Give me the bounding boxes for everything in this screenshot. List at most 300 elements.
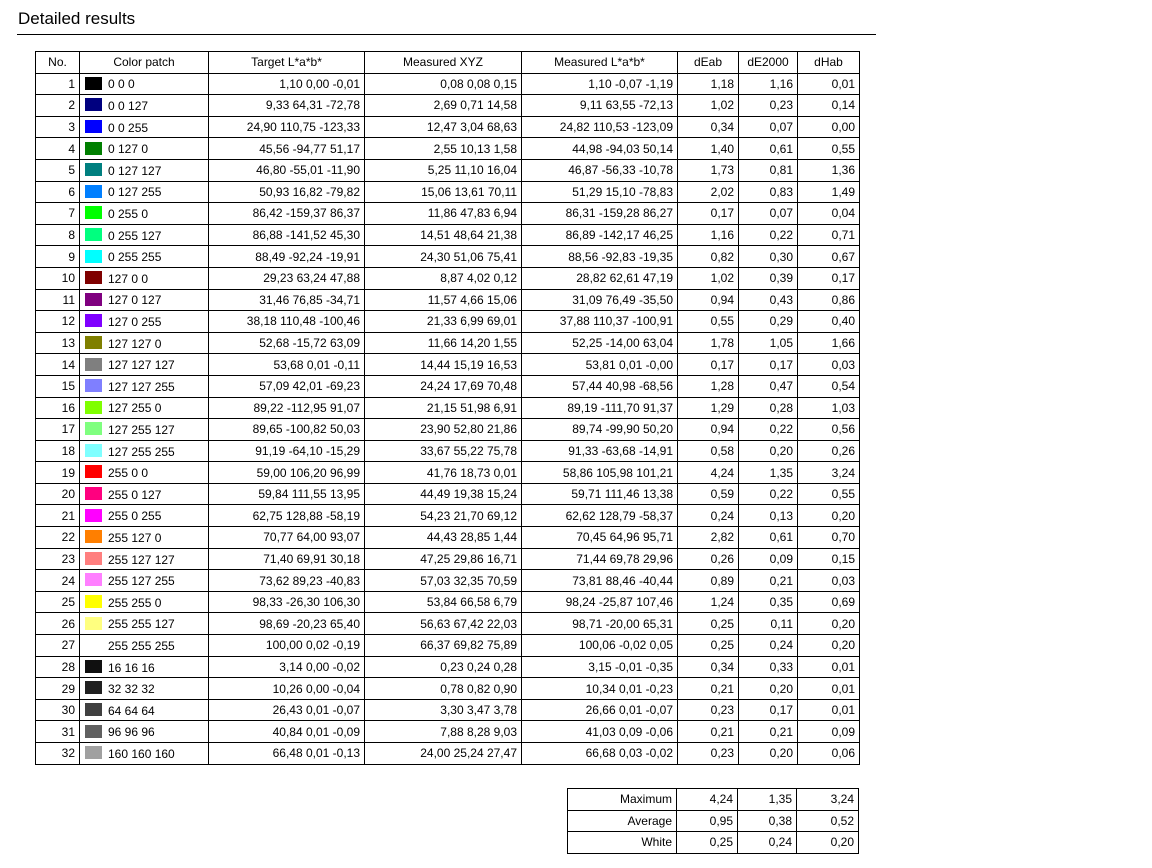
color-swatch [85,228,102,241]
measured-xyz-cell: 47,25 29,86 16,71 [365,548,522,570]
color-patch-cell [80,246,209,268]
measured-lab-cell: 88,56 -92,83 -19,35 [522,246,678,268]
color-swatch [85,422,102,435]
measured-xyz-cell: 66,37 69,82 75,89 [365,635,522,657]
dhab-cell: 0,55 [798,483,860,505]
de2000-cell: 0,43 [739,289,798,311]
color-patch-cell [80,116,209,138]
color-patch-label: 0 0 0 [108,77,135,92]
target-lab-cell: 86,42 -159,37 86,37 [209,203,365,225]
row-number: 16 [36,397,80,419]
header-de2000: dE2000 [739,52,798,74]
measured-xyz-cell: 23,90 52,80 21,86 [365,419,522,441]
measured-xyz-cell: 21,15 51,98 6,91 [365,397,522,419]
target-lab-cell: 57,09 42,01 -69,23 [209,375,365,397]
table-row [36,311,860,333]
de2000-cell: 0,20 [739,743,798,765]
deab-cell: 0,82 [678,246,739,268]
measured-lab-cell: 71,44 69,78 29,96 [522,548,678,570]
deab-cell: 0,25 [678,635,739,657]
table-row [36,267,860,289]
table-row [36,613,860,635]
color-patch-label: 0 127 0 [108,142,149,157]
target-lab-cell: 71,40 69,91 30,18 [209,548,365,570]
measured-lab-cell: 86,31 -159,28 86,27 [522,203,678,225]
dhab-cell: 0,09 [798,721,860,743]
dhab-cell: 0,54 [798,375,860,397]
color-patch-label: 0 127 127 [108,163,162,178]
row-number: 9 [36,246,80,268]
measured-xyz-cell: 57,03 32,35 70,59 [365,570,522,592]
row-number: 6 [36,181,80,203]
color-patch-cell [80,527,209,549]
measured-lab-cell: 59,71 111,46 13,38 [522,483,678,505]
target-lab-cell: 38,18 110,48 -100,46 [209,311,365,333]
dhab-cell: 0,04 [798,203,860,225]
color-swatch [85,98,102,111]
measured-xyz-cell: 44,49 19,38 15,24 [365,483,522,505]
color-swatch [85,487,102,500]
deab-cell: 0,59 [678,483,739,505]
measured-lab-cell: 28,82 62,61 47,19 [522,267,678,289]
target-lab-cell: 86,88 -141,52 45,30 [209,224,365,246]
measured-xyz-cell: 11,57 4,66 15,06 [365,289,522,311]
measured-lab-cell: 89,74 -99,90 50,20 [522,419,678,441]
measured-lab-cell: 91,33 -63,68 -14,91 [522,440,678,462]
target-lab-cell: 89,65 -100,82 50,03 [209,419,365,441]
color-patch-label: 16 16 16 [108,660,155,675]
target-lab-cell: 100,00 0,02 -0,19 [209,635,365,657]
deab-cell: 1,73 [678,159,739,181]
measured-lab-cell: 57,44 40,98 -68,56 [522,375,678,397]
target-lab-cell: 3,14 0,00 -0,02 [209,656,365,678]
measured-xyz-cell: 0,23 0,24 0,28 [365,656,522,678]
color-patch-cell [80,375,209,397]
color-swatch [85,617,102,630]
measured-xyz-cell: 24,00 25,24 27,47 [365,743,522,765]
color-patch-cell [80,289,209,311]
color-swatch [85,379,102,392]
color-patch-cell [80,419,209,441]
color-patch-label: 64 64 64 [108,703,155,718]
measured-lab-cell: 31,09 76,49 -35,50 [522,289,678,311]
de2000-cell: 0,21 [739,721,798,743]
color-patch-label: 127 0 255 [108,314,162,329]
dhab-cell: 0,01 [798,656,860,678]
de2000-cell: 0,09 [739,548,798,570]
de2000-cell: 0,39 [739,267,798,289]
color-patch-cell [80,721,209,743]
color-swatch [85,142,102,155]
table-row [36,95,860,117]
row-number: 31 [36,721,80,743]
target-lab-cell: 45,56 -94,77 51,17 [209,138,365,160]
color-patch-label: 127 0 127 [108,293,162,308]
dhab-cell: 0,20 [798,505,860,527]
color-swatch [85,163,102,176]
table-row [36,483,860,505]
dhab-cell: 0,69 [798,591,860,613]
color-patch-cell [80,440,209,462]
table-row [36,354,860,376]
deab-cell: 1,24 [678,591,739,613]
color-patch-label: 32 32 32 [108,681,155,696]
summary-dhab: 3,24 [797,789,859,811]
measured-xyz-cell: 2,69 0,71 14,58 [365,95,522,117]
row-number: 32 [36,743,80,765]
header-measured-xyz: Measured XYZ [365,52,522,74]
color-swatch [85,660,102,673]
target-lab-cell: 53,68 0,01 -0,11 [209,354,365,376]
color-patch-cell [80,656,209,678]
color-patch-label: 255 0 0 [108,465,149,480]
measured-xyz-cell: 14,51 48,64 21,38 [365,224,522,246]
header-color-patch: Color patch [80,52,209,74]
deab-cell: 0,23 [678,699,739,721]
row-number: 4 [36,138,80,160]
measured-lab-cell: 58,86 105,98 101,21 [522,462,678,484]
measured-lab-cell: 46,87 -56,33 -10,78 [522,159,678,181]
de2000-cell: 0,28 [739,397,798,419]
summary-deab: 0,25 [677,832,738,854]
color-patch-cell [80,570,209,592]
color-patch-cell [80,462,209,484]
measured-lab-cell: 70,45 64,96 95,71 [522,527,678,549]
deab-cell: 0,34 [678,116,739,138]
measured-lab-cell: 44,98 -94,03 50,14 [522,138,678,160]
summary-dhab: 0,20 [797,832,859,854]
page-title: Detailed results [18,9,136,28]
target-lab-cell: 31,46 76,85 -34,71 [209,289,365,311]
row-number: 26 [36,613,80,635]
deab-cell: 0,34 [678,656,739,678]
color-patch-label: 127 0 0 [108,271,149,286]
table-row [36,138,860,160]
title-divider [17,34,876,35]
measured-xyz-cell: 11,86 47,83 6,94 [365,203,522,225]
row-number: 25 [36,591,80,613]
measured-xyz-cell: 53,84 66,58 6,79 [365,591,522,613]
measured-lab-cell: 26,66 0,01 -0,07 [522,699,678,721]
color-patch-cell [80,181,209,203]
color-patch-label: 255 0 127 [108,487,162,502]
deab-cell: 1,28 [678,375,739,397]
measured-xyz-cell: 3,30 3,47 3,78 [365,699,522,721]
table-row [36,397,860,419]
table-row [36,743,860,765]
deab-cell: 0,89 [678,570,739,592]
table-row [36,635,860,657]
summary-de2000: 0,24 [738,832,797,854]
table-row [36,505,860,527]
measured-xyz-cell: 24,30 51,06 75,41 [365,246,522,268]
deab-cell: 1,02 [678,95,739,117]
color-patch-cell [80,332,209,354]
dhab-cell: 1,03 [798,397,860,419]
dhab-cell: 0,01 [798,678,860,700]
table-row [36,548,860,570]
dhab-cell: 0,00 [798,116,860,138]
deab-cell: 1,02 [678,267,739,289]
target-lab-cell: 91,19 -64,10 -15,29 [209,440,365,462]
color-swatch [85,530,102,543]
measured-lab-cell: 73,81 88,46 -40,44 [522,570,678,592]
measured-xyz-cell: 0,78 0,82 0,90 [365,678,522,700]
measured-lab-cell: 53,81 0,01 -0,00 [522,354,678,376]
target-lab-cell: 10,26 0,00 -0,04 [209,678,365,700]
measured-lab-cell: 24,82 110,53 -123,09 [522,116,678,138]
dhab-cell: 0,70 [798,527,860,549]
measured-lab-cell: 10,34 0,01 -0,23 [522,678,678,700]
summary-table [567,788,859,854]
de2000-cell: 0,35 [739,591,798,613]
measured-xyz-cell: 7,88 8,28 9,03 [365,721,522,743]
measured-xyz-cell: 14,44 15,19 16,53 [365,354,522,376]
table-row [36,527,860,549]
deab-cell: 0,17 [678,203,739,225]
measured-lab-cell: 86,89 -142,17 46,25 [522,224,678,246]
header-measured-lab: Measured L*a*b* [522,52,678,74]
target-lab-cell: 29,23 63,24 47,88 [209,267,365,289]
color-swatch [85,336,102,349]
row-number: 22 [36,527,80,549]
color-patch-label: 255 127 255 [108,573,175,588]
row-number: 20 [36,483,80,505]
de2000-cell: 1,16 [739,73,798,95]
color-swatch [85,185,102,198]
de2000-cell: 0,83 [739,181,798,203]
color-swatch [85,681,102,694]
color-patch-cell [80,138,209,160]
measured-xyz-cell: 8,87 4,02 0,12 [365,267,522,289]
color-patch-cell [80,699,209,721]
color-swatch [85,77,102,90]
row-number: 2 [36,95,80,117]
dhab-cell: 0,15 [798,548,860,570]
de2000-cell: 0,22 [739,224,798,246]
target-lab-cell: 9,33 64,31 -72,78 [209,95,365,117]
de2000-cell: 0,20 [739,678,798,700]
de2000-cell: 0,23 [739,95,798,117]
row-number: 23 [36,548,80,570]
deab-cell: 1,16 [678,224,739,246]
deab-cell: 1,29 [678,397,739,419]
dhab-cell: 0,26 [798,440,860,462]
row-number: 27 [36,635,80,657]
measured-xyz-cell: 5,25 11,10 16,04 [365,159,522,181]
color-patch-label: 127 255 255 [108,444,175,459]
target-lab-cell: 88,49 -92,24 -19,91 [209,246,365,268]
dhab-cell: 0,56 [798,419,860,441]
color-swatch [85,271,102,284]
color-patch-cell [80,635,209,657]
color-patch-cell [80,73,209,95]
row-number: 3 [36,116,80,138]
summary-label: Average [568,810,677,832]
target-lab-cell: 50,93 16,82 -79,82 [209,181,365,203]
color-patch-label: 127 127 0 [108,336,162,351]
measured-lab-cell: 66,68 0,03 -0,02 [522,743,678,765]
results-body [36,73,860,764]
measured-xyz-cell: 11,66 14,20 1,55 [365,332,522,354]
color-swatch [85,465,102,478]
target-lab-cell: 73,62 89,23 -40,83 [209,570,365,592]
deab-cell: 0,23 [678,743,739,765]
dhab-cell: 1,66 [798,332,860,354]
measured-xyz-cell: 21,33 6,99 69,01 [365,311,522,333]
color-patch-label: 255 127 127 [108,552,175,567]
measured-lab-cell: 62,62 128,79 -58,37 [522,505,678,527]
color-patch-label: 0 127 255 [108,185,162,200]
table-row [36,375,860,397]
color-patch-label: 127 127 255 [108,379,175,394]
summary-row [568,810,859,832]
color-patch-label: 127 255 127 [108,422,175,437]
target-lab-cell: 52,68 -15,72 63,09 [209,332,365,354]
row-number: 30 [36,699,80,721]
summary-body [568,789,859,854]
color-patch-cell [80,311,209,333]
row-number: 24 [36,570,80,592]
row-number: 21 [36,505,80,527]
header-deab: dEab [678,52,739,74]
measured-lab-cell: 52,25 -14,00 63,04 [522,332,678,354]
target-lab-cell: 62,75 128,88 -58,19 [209,505,365,527]
color-patch-cell [80,483,209,505]
measured-xyz-cell: 12,47 3,04 68,63 [365,116,522,138]
color-swatch [85,293,102,306]
de2000-cell: 0,11 [739,613,798,635]
color-patch-cell [80,743,209,765]
deab-cell: 0,21 [678,678,739,700]
target-lab-cell: 24,90 110,75 -123,33 [209,116,365,138]
measured-xyz-cell: 2,55 10,13 1,58 [365,138,522,160]
de2000-cell: 0,13 [739,505,798,527]
measured-lab-cell: 100,06 -0,02 0,05 [522,635,678,657]
de2000-cell: 0,61 [739,527,798,549]
row-number: 12 [36,311,80,333]
de2000-cell: 0,47 [739,375,798,397]
color-swatch [85,573,102,586]
color-patch-label: 255 127 0 [108,530,162,545]
table-row [36,462,860,484]
color-patch-label: 0 255 127 [108,228,162,243]
de2000-cell: 0,29 [739,311,798,333]
color-patch-label: 96 96 96 [108,725,155,740]
table-row [36,289,860,311]
target-lab-cell: 66,48 0,01 -0,13 [209,743,365,765]
row-number: 18 [36,440,80,462]
dhab-cell: 0,14 [798,95,860,117]
deab-cell: 2,02 [678,181,739,203]
row-number: 1 [36,73,80,95]
color-swatch [85,552,102,565]
table-row [36,332,860,354]
color-patch-cell [80,613,209,635]
row-number: 17 [36,419,80,441]
deab-cell: 1,40 [678,138,739,160]
dhab-cell: 1,49 [798,181,860,203]
summary-row [568,789,859,811]
de2000-cell: 0,17 [739,354,798,376]
dhab-cell: 0,67 [798,246,860,268]
dhab-cell: 0,86 [798,289,860,311]
row-number: 10 [36,267,80,289]
row-number: 19 [36,462,80,484]
deab-cell: 0,58 [678,440,739,462]
measured-lab-cell: 41,03 0,09 -0,06 [522,721,678,743]
dhab-cell: 0,20 [798,613,860,635]
color-patch-label: 0 0 127 [108,98,149,113]
color-patch-cell [80,95,209,117]
target-lab-cell: 70,77 64,00 93,07 [209,527,365,549]
dhab-cell: 0,06 [798,743,860,765]
header-row [36,52,860,74]
measured-lab-cell: 9,11 63,55 -72,13 [522,95,678,117]
deab-cell: 0,21 [678,721,739,743]
color-swatch [85,250,102,263]
table-row [36,159,860,181]
results-table [35,51,860,765]
summary-deab: 4,24 [677,789,738,811]
target-lab-cell: 98,69 -20,23 65,40 [209,613,365,635]
target-lab-cell: 46,80 -55,01 -11,90 [209,159,365,181]
color-patch-label: 0 255 0 [108,206,149,221]
color-patch-label: 0 0 255 [108,120,149,135]
color-patch-label: 255 255 0 [108,595,162,610]
table-row [36,591,860,613]
summary-deab: 0,95 [677,810,738,832]
target-lab-cell: 59,00 106,20 96,99 [209,462,365,484]
row-number: 28 [36,656,80,678]
target-lab-cell: 26,43 0,01 -0,07 [209,699,365,721]
deab-cell: 0,24 [678,505,739,527]
table-row [36,181,860,203]
color-patch-label: 0 255 255 [108,250,162,265]
deab-cell: 0,55 [678,311,739,333]
color-patch-label: 255 0 255 [108,509,162,524]
table-row [36,419,860,441]
measured-xyz-cell: 56,63 67,42 22,03 [365,613,522,635]
dhab-cell: 0,03 [798,354,860,376]
deab-cell: 2,82 [678,527,739,549]
table-row [36,570,860,592]
deab-cell: 4,24 [678,462,739,484]
measured-lab-cell: 51,29 15,10 -78,83 [522,181,678,203]
summary-label: Maximum [568,789,677,811]
summary-row [568,832,859,854]
color-swatch [85,120,102,133]
measured-xyz-cell: 33,67 55,22 75,78 [365,440,522,462]
dhab-cell: 0,20 [798,635,860,657]
summary-de2000: 0,38 [738,810,797,832]
color-swatch [85,703,102,716]
color-patch-cell [80,203,209,225]
measured-xyz-cell: 44,43 28,85 1,44 [365,527,522,549]
color-patch-label: 127 127 127 [108,358,175,373]
measured-lab-cell: 98,71 -20,00 65,31 [522,613,678,635]
dhab-cell: 0,55 [798,138,860,160]
row-number: 14 [36,354,80,376]
color-swatch [85,595,102,608]
table-row [36,721,860,743]
color-patch-cell [80,548,209,570]
dhab-cell: 0,17 [798,267,860,289]
deab-cell: 1,18 [678,73,739,95]
row-number: 5 [36,159,80,181]
deab-cell: 0,25 [678,613,739,635]
color-patch-cell [80,505,209,527]
